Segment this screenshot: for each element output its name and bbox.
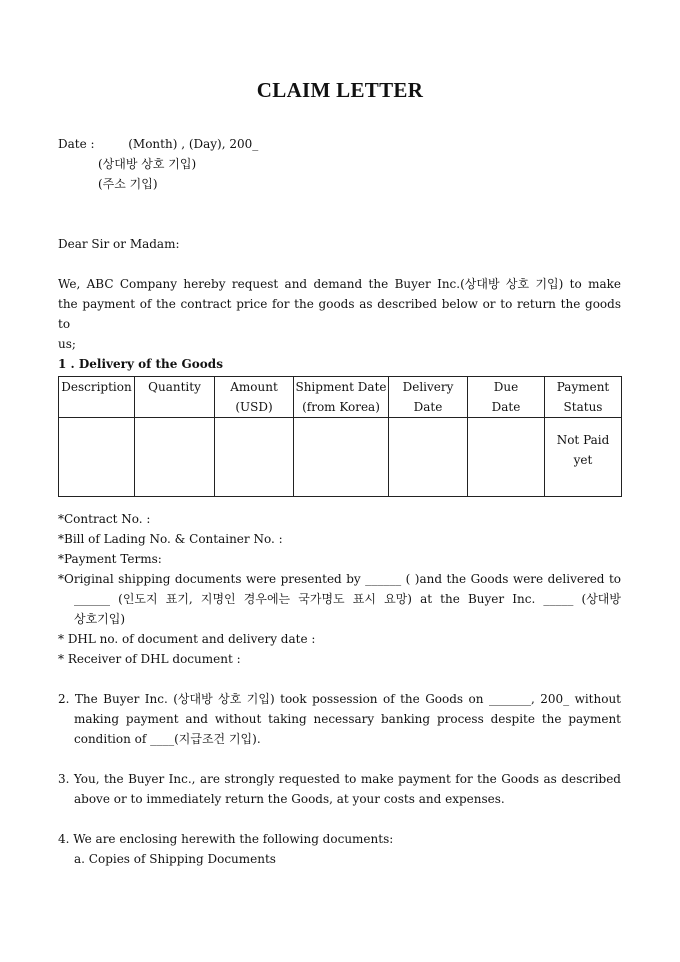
- cell-payment-status: Not Paid yet: [545, 418, 622, 497]
- col-description: Description: [59, 377, 135, 418]
- contract-no-line: *Contract No. :: [58, 512, 151, 526]
- goods-table: [58, 376, 622, 497]
- intro-line-2: the payment of the contract price for the goods as described below or to return the goods to: [58, 297, 621, 331]
- cell-description: [59, 418, 135, 497]
- counterparty-address: (주소 기입): [98, 177, 158, 191]
- section-4-line-1: 4. We are enclosing herewith the following documents:: [58, 832, 394, 846]
- col-due-date: Due Date: [468, 377, 545, 418]
- section-2-line-3: condition of ____(지급조건 기입).: [74, 732, 261, 746]
- document-title: CLAIM LETTER: [256, 78, 424, 102]
- section-1-heading: 1 . Delivery of the Goods: [58, 357, 223, 371]
- section-3-line-1: 3. You, the Buyer Inc., are strongly requested to make payment for the Goods as described: [58, 772, 621, 786]
- cell-shipment-date: [294, 418, 389, 497]
- original-docs-line-2: ______ (인도지 표기, 지명인 경우에는 국가명도 표시 요망) at the Buyer Inc. _____ (상대방: [74, 592, 621, 606]
- col-delivery-date: Delivery Date: [389, 377, 468, 418]
- dhl-no-line: * DHL no. of document and delivery date :: [58, 632, 316, 646]
- original-docs-line-3: 상호기입): [74, 612, 126, 626]
- cell-amount: [215, 418, 294, 497]
- section-2-line-2: making payment and without taking necessary banking process despite the payment: [74, 712, 621, 726]
- col-shipment-date: Shipment Date (from Korea): [294, 377, 389, 418]
- section-3-line-2: above or to immediately return the Goods, at your costs and expenses.: [74, 792, 505, 806]
- date-line: [58, 134, 258, 154]
- dhl-receiver-line: * Receiver of DHL document :: [58, 652, 241, 666]
- col-quantity: Quantity: [135, 377, 215, 418]
- intro-line-1: We, ABC Company hereby request and demand the Buyer Inc.(상대방 상호 기입) to make: [58, 277, 621, 291]
- intro-paragraph: [58, 274, 621, 354]
- col-payment-status: Payment Status: [545, 377, 622, 418]
- section-2-line-1: 2. The Buyer Inc. (상대방 상호 기입) took possession of the Goods on _______, 200_ without: [58, 692, 621, 706]
- original-docs-line-1: *Original shipping documents were presented by ______ ( )and the Goods were delivered to: [58, 572, 621, 586]
- date-value: (Month) , (Day), 200_: [128, 137, 259, 151]
- section-2-paragraph: [58, 689, 621, 749]
- col-amount: Amount (USD): [215, 377, 294, 418]
- counterparty-name: (상대방 상호 기입): [98, 157, 197, 171]
- date-label: Date :: [58, 137, 95, 151]
- section-3-paragraph: [58, 769, 621, 809]
- section-4-item-a: a. Copies of Shipping Documents: [74, 852, 276, 866]
- bl-no-line: *Bill of Lading No. & Container No. :: [58, 532, 283, 546]
- original-docs-paragraph: [58, 569, 621, 629]
- intro-line-3: us;: [58, 337, 76, 351]
- cell-delivery-date: [389, 418, 468, 497]
- goods-table-header-row: [59, 377, 622, 418]
- cell-quantity: [135, 418, 215, 497]
- payment-terms-line: *Payment Terms:: [58, 552, 162, 566]
- cell-due-date: [468, 418, 545, 497]
- salutation: Dear Sir or Madam:: [58, 237, 180, 251]
- table-row: [59, 418, 622, 497]
- section-4-paragraph: [58, 829, 621, 869]
